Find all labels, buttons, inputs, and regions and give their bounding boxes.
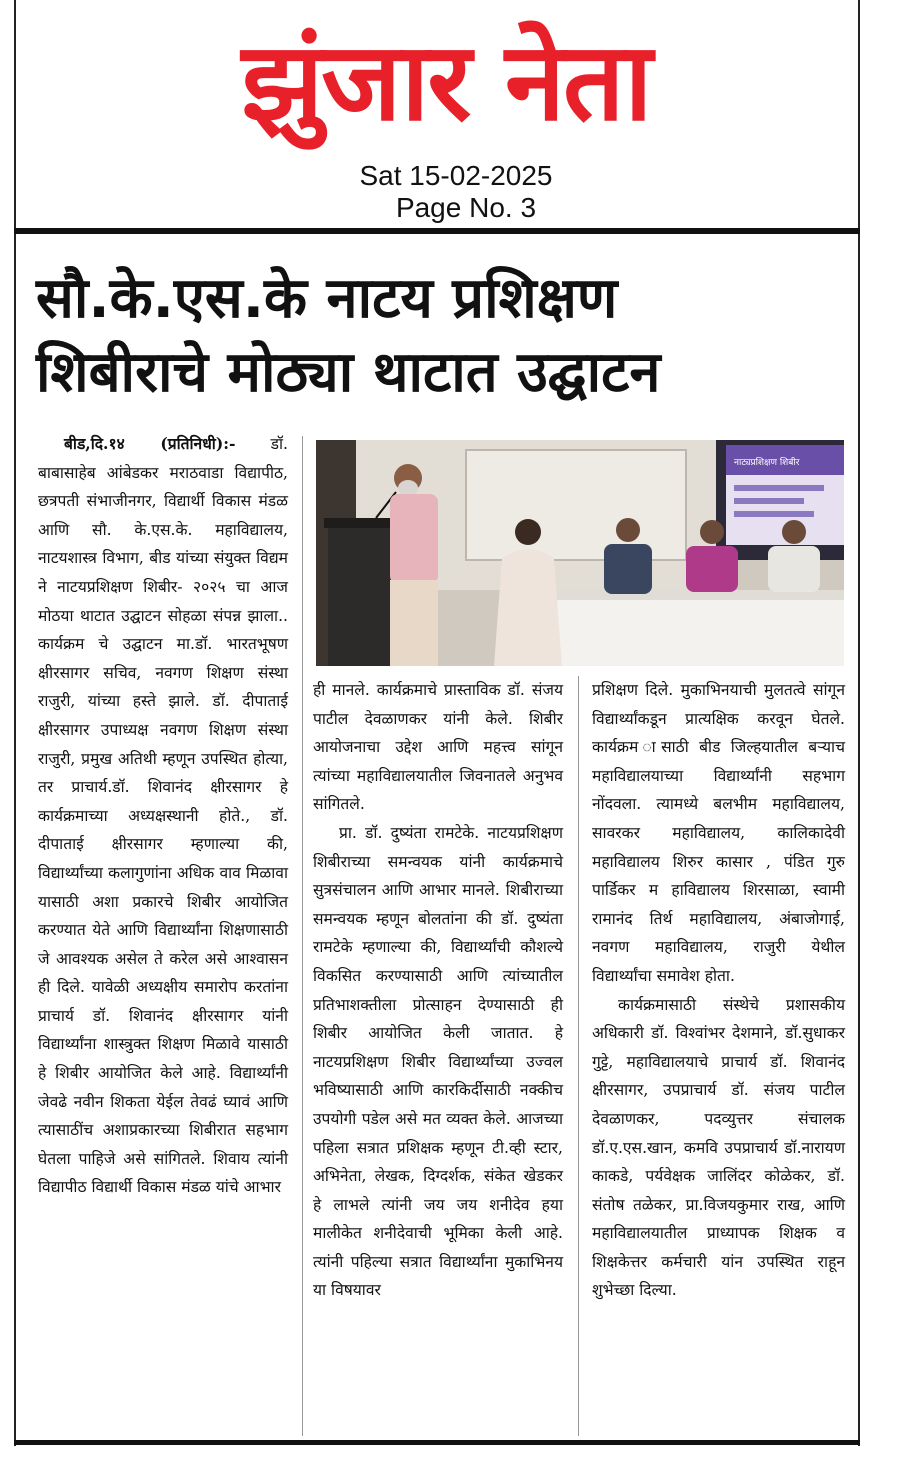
article-column-2 bbox=[313, 676, 563, 1305]
column-1-text: डॉ. बाबासाहेब आंबेडकर मराठवाडा विद्यापीठ, छत्रपती संभाजीनगर, विद्यार्थी विकास मंडळ आणि सौ. के.एस.के. महाविद्यालय, नाटयशास्त्र विभाग, बीड यांच्या संयुक्त विद्यम ने नाटयप्रशिक्षण शिबीर- २०२५ चा आज मोठया थाटात उद्घाटन सोहळा संपन्न झाला.. कार्यक्रम चे उद्घाटन मा.डॉ. भारतभूषण क्षीरसागर सचिव, नवगण शिक्षण संस्था राजुरी, यांच्या हस्ते झाले. डॉ. दीपाताई क्षीरसागर उपाध्यक्ष नवगण शिक्षण संस्था राजुरी, प्रमुख अतिथी म्हणून उपस्थित होत्या, तर प्राचार्य.डॉ. शिवानंद क्षीरसागर हे कार्यक्रमाच्या अध्यक्षस्थानी होते., डॉ. दीपाताई क्षीरसागर म्हणाल्या की, विद्यार्थ्यांच्या कलागुणांना अधिक वाव मिळावा यासाठी अशा प्रकारचे शिबीर आयोजित करण्यात येते आणि विद्यार्थ्यांना शिक्षणासाठी जे आवश्यक असेल ते करेल असे आश्वासन ही दिले. यावेळी अध्यक्षीय समारोप करतांना प्राचार्य डॉ. शिवानंद क्षीरसागर यांनी विद्यार्थ्यांना शास्त्रुक्त शिक्षण मिळावे यासाठी हे शिबीर आयोजित केले आहे. विद्यार्थ्यांनी जेवढे नवीन शिकता येईल तेवढं घ्यावं आणि त्यासाठींच अशाप्रकारच्या शिबीरात सहभाग घेतला पाहिजे असे सांगितले. शिवाय त्यांनी विद्यापीठ विद्यार्थी विकास मंडळ यांचे आभार bbox=[38, 435, 288, 1197]
publication-date: Sat 15-02-2025 bbox=[359, 160, 553, 191]
headline-line-2: शिबीराचे मोठ्या थाटात उद्घाटन bbox=[36, 340, 661, 405]
column-2-paragraph-2: प्रा. डॉ. दुष्यंता रामटेके. नाटयप्रशिक्षण शिबीराच्या समन्वयक यांनी कार्यक्रमाचे सुत्रसंचालन आणि आभार मानले. शिबीराच्या समन्वयक म्हणून बोलतांना की डॉ. दुष्यंता रामटेके म्हणाल्या की, विद्यार्थ्यांची कौशल्ये विकसित करण्यासाठी आणि त्यांच्यातील प्रतिभाशक्तीला प्रोत्साहन देण्यासाठी ही शिबीर आयोजित केली जातात. हे नाटयप्रशिक्षण शिबीर विद्यार्थ्यांच्या उज्वल भविष्यासाठी आणि कारकिर्दीसाठी नक्कीच उपयोगी पडेल असे मत व्यक्त केले. आजच्या पहिला सत्रात प्रशिक्षक म्हणून टी.व्ही स्टार, अभिनेता, लेखक, दिग्दर्शक, संकेत खेडकर हे लाभले त्यांनी जय जय शनीदेव हया मालीकेत शनीदेवाची भूमिका केली आहे. त्यांनी पहिल्या सत्रात विद्यार्थ्यांना मुकाभिनय या विषयावर bbox=[313, 823, 563, 1300]
column-3-paragraph-2: कार्यक्रमासाठी संस्थेचे प्रशासकीय अधिकारी डॉ. विश्वांभर देशमाने, डॉ.सुधाकर गुट्टे, महाविद्यालयाचे प्राचार्य डॉ. शिवानंद क्षीरसागर, उपप्राचार्य डॉ. संजय पाटील देवळाणकर, पदव्युत्तर संचालक डॉ.ए.एस.खान, कमवि उपप्राचार्य डॉ.नारायण काकडे, पर्यवेक्षक जालिंदर कोळेकर, डॉ. संतोष तळेकर, प्रा.विजयकुमार राख, आणि महाविद्यालयातील प्राध्यापक शिक्षक व शिक्षकेत्तर कर्मचारी यांन उपस्थित राहून शुभेच्छा दिल्या. bbox=[592, 995, 845, 1300]
masthead bbox=[16, 0, 856, 228]
event-photo bbox=[316, 440, 844, 666]
column-divider bbox=[302, 436, 303, 1436]
column-2-paragraph-1: ही मानले. कार्यक्रमाचे प्रास्ताविक डॉ. संजय पाटील देवळाणकर यांनी केले. शिबीर आयोजनाचा उद्देश आणि महत्त्व सांगून त्यांच्या महाविद्यालयातील जिवनातले अनुभव सांगितले. bbox=[313, 681, 563, 814]
newspaper-logo: झुंजार नेता bbox=[241, 20, 651, 145]
column-divider bbox=[578, 676, 579, 1436]
banner-text: नाट्यप्रशिक्षण शिबीर bbox=[734, 458, 800, 468]
masthead-divider bbox=[14, 228, 860, 234]
article-column-3 bbox=[592, 676, 845, 1305]
bottom-divider bbox=[14, 1440, 860, 1445]
article-dateline: बीड,दि.१४ (प्रतिनिधी):- bbox=[64, 434, 236, 453]
article-headline bbox=[18, 262, 852, 410]
page-number: Page No. 3 bbox=[395, 192, 537, 223]
column-3-paragraph-1: प्रशिक्षण दिले. मुकाभिनयाची मुलतत्वे सांगून विद्यार्थ्यांकडून प्रात्यक्षिक करवून घेतले. कार्यक्रम ासाठी बीड जिल्हयातील बऱ्याच महाविद्यालयाच्या विद्यार्थ्यांनी सहभाग नोंदवला. त्यामध्ये बलभीम महाविद्यालय, सावरकर महाविद्यालय, कालिकादेवी महाविद्यालय शिरुर कासार , पंडित गुरु पार्डिकर म हाविद्यालय शिरसाळा, स्वामी रामानंद तिर्थ महाविद्यालय, अंबाजोगाई, नवगण महाविद्यालय, राजुरी येथील विद्यार्थ्यांचा समावेश होता. bbox=[592, 681, 845, 985]
article-column-1 bbox=[38, 430, 288, 1202]
headline-line-1: सौ.के.एस.के नाटय प्रशिक्षण bbox=[36, 266, 618, 331]
